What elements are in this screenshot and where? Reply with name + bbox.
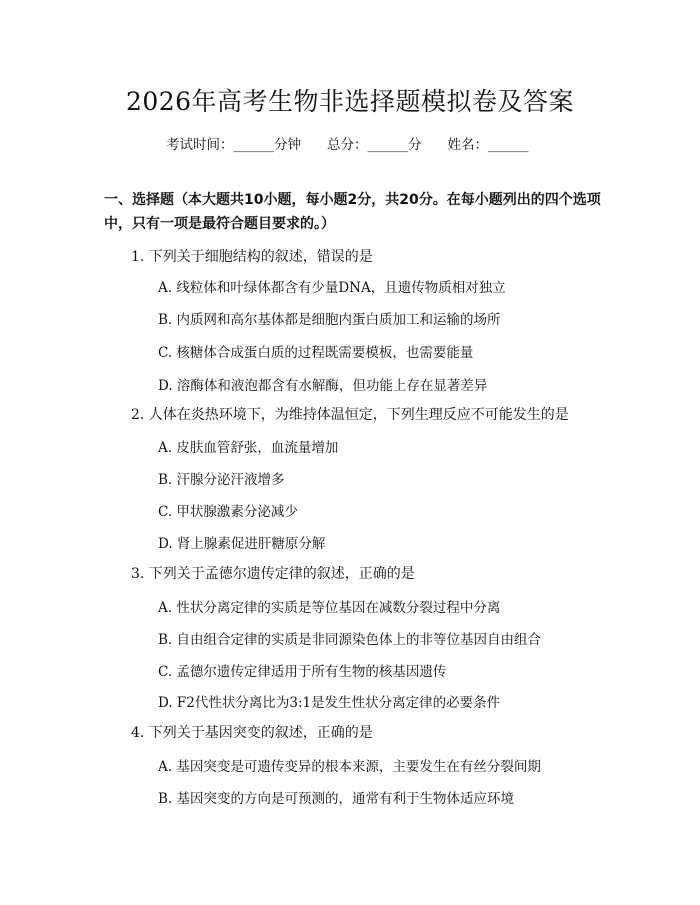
question-option: D. F2代性状分离比为3:1是发生性状分离定律的必要条件 xyxy=(158,695,501,711)
question-stem: 3. 下列关于孟德尔遗传定律的叙述，正确的是 xyxy=(131,566,415,582)
question-option: C. 孟德尔遗传定律适用于所有生物的核基因遗传 xyxy=(158,664,447,680)
question-option: B. 基因突变的方向是可预测的，通常有利于生物体适应环境 xyxy=(158,791,515,807)
question-option: A. 线粒体和叶绿体都含有少量DNA，且遗传物质相对独立 xyxy=(158,280,506,296)
exam-time-field: 考试时间：______分钟 xyxy=(166,137,301,153)
question-option: A. 皮肤血管舒张，血流量增加 xyxy=(158,440,339,456)
question-option: C. 核糖体合成蛋白质的过程既需要模板，也需要能量 xyxy=(158,345,474,361)
total-score-field: 总分：______分 xyxy=(327,137,422,153)
question-option: D. 溶酶体和液泡都含有水解酶，但功能上存在显著差异 xyxy=(158,378,488,394)
question-option: B. 汗腺分泌汗液增多 xyxy=(158,472,285,488)
exam-meta xyxy=(166,133,529,153)
question-option: B. 内质网和高尔基体都是细胞内蛋白质加工和运输的场所 xyxy=(158,312,501,328)
section-heading: 一、选择题（本大题共10小题，每小题2分，共20分。在每小题列出的四个选项中，只有一项是最符合题目要求的。） xyxy=(104,192,601,232)
question-option: B. 自由组合定律的实质是非同源染色体上的非等位基因自由组合 xyxy=(158,632,542,648)
student-name-field: 姓名：______ xyxy=(447,137,529,153)
question-option: D. 肾上腺素促进肝糖原分解 xyxy=(158,536,326,552)
question-option: C. 甲状腺激素分泌减少 xyxy=(158,504,298,520)
page-title: 2026年高考生物非选择题模拟卷及答案 xyxy=(125,87,575,116)
question-option: A. 基因突变是可遗传变异的根本来源，主要发生在有丝分裂间期 xyxy=(158,759,541,775)
question-stem: 1. 下列关于细胞结构的叙述，错误的是 xyxy=(131,249,373,265)
question-option: A. 性状分离定律的实质是等位基因在减数分裂过程中分离 xyxy=(158,600,501,616)
question-stem: 2. 人体在炎热环境下，为维持体温恒定，下列生理反应不可能发生的是 xyxy=(131,407,569,423)
question-stem: 4. 下列关于基因突变的叙述，正确的是 xyxy=(131,725,373,741)
